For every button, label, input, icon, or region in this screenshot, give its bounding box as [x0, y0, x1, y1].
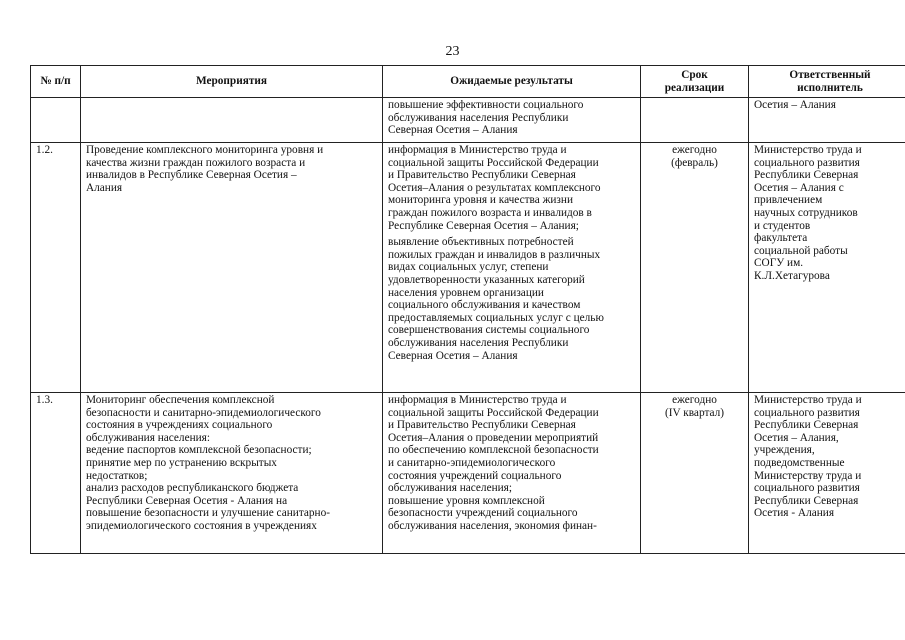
cell-line: обслуживания населения, экономия финан-: [388, 519, 597, 532]
header-term-line: реализации: [664, 81, 725, 94]
cell-line: мониторинга уровня и качества жизни: [388, 194, 573, 207]
cell-line: обслуживания населения:: [86, 431, 211, 444]
header-num: № п/п: [31, 66, 81, 98]
cell-num: 1.2.: [31, 143, 81, 393]
cell-line: пожилых граждан и инвалидов в различных: [388, 248, 601, 261]
table-row: [31, 98, 905, 143]
cell-executor: [749, 393, 905, 554]
cell-line: социальной работы: [754, 244, 848, 257]
cell-term: [641, 98, 749, 143]
cell-executor: [749, 98, 905, 143]
cell-line: состояния в учреждениях социального: [86, 419, 273, 432]
cell-line: научных сотрудников: [754, 206, 858, 219]
cell-activity: [81, 98, 383, 143]
cell-line: качества жизни граждан пожилого возраста и: [86, 156, 306, 169]
cell-line: и Правительство Республики Северная: [388, 419, 576, 432]
header-executor-line: исполнитель: [797, 81, 863, 94]
cell-line: Северная Осетия – Алания: [388, 124, 518, 137]
cell-line: социальной защиты Российской Федерации: [388, 156, 599, 169]
cell-line: К.Л.Хетагурова: [754, 269, 830, 282]
cell-line: учреждения,: [754, 444, 815, 457]
cell-line: видах социальных услуг, степени: [388, 261, 549, 274]
result-paragraph: [388, 394, 635, 533]
cell-line: повышение эффективности социального: [388, 99, 584, 111]
cell-line: привлечением: [754, 194, 823, 207]
result-paragraph: [388, 99, 635, 137]
cell-line: и Правительство Республики Северная: [388, 169, 576, 182]
cell-executor: [749, 143, 905, 393]
cell-line: Республики Северная Осетия - Алания на: [86, 494, 288, 507]
cell-line: информация в Министерство труда и: [388, 394, 567, 406]
cell-line: обслуживания населения;: [388, 482, 513, 495]
cell-line: анализ расходов республиканского бюджета: [86, 482, 299, 495]
cell-line: выявление объективных потребностей: [388, 236, 574, 249]
header-activity: Мероприятия: [81, 66, 383, 98]
cell-line: повышение уровня комплексной: [388, 494, 545, 507]
cell-line: Осетия–Алания о проведении мероприятий: [388, 431, 599, 444]
cell-line: принятие мер по устранению вскрытых: [86, 456, 277, 469]
cell-term: [641, 143, 749, 393]
cell-line: социального развития: [754, 156, 860, 169]
cell-results: [383, 143, 641, 393]
cell-line: по обеспечению комплексной безопасности: [388, 444, 599, 457]
header-term-line: Срок: [681, 68, 708, 81]
cell-line: Осетия – Алания с: [754, 181, 844, 194]
cell-line: социального обслуживания и качеством: [388, 299, 581, 312]
cell-line: эпидемиологического состояния в учреждениях: [86, 519, 317, 532]
cell-line: совершенствования системы социального: [388, 324, 590, 337]
cell-line: предоставляемых социальных услуг с целью: [388, 311, 604, 324]
cell-line: ежегодно: [672, 394, 717, 406]
cell-line: Министерству труда и: [754, 469, 862, 482]
cell-line: граждан пожилого возраста и инвалидов в: [388, 206, 592, 219]
cell-line: подведомственные: [754, 456, 845, 469]
header-executor-line: Ответственный: [789, 68, 871, 81]
cell-line: Республики Северная: [754, 419, 859, 432]
header-results: Ожидаемые результаты: [383, 66, 641, 98]
table-row: [31, 143, 905, 393]
cell-line: Осетия – Алания,: [754, 431, 839, 444]
cell-line: Республики Северная: [754, 169, 859, 182]
cell-line: повышение безопасности и улучшение санитарно-: [86, 507, 331, 520]
header-term: [641, 66, 749, 98]
result-paragraph: [388, 144, 635, 232]
cell-line: Алания: [86, 181, 123, 194]
cell-line: Осетия - Алания: [754, 507, 835, 520]
cell-line: Осетия – Алания: [754, 99, 836, 111]
cell-line: Республики Северная: [754, 494, 859, 507]
cell-line: Северная Осетия – Алания: [388, 349, 518, 362]
header-executor: [749, 66, 905, 98]
table-header-row: [31, 66, 905, 98]
cell-line: социального развития: [754, 482, 860, 495]
cell-line: безопасности и санитарно-эпидемиологического: [86, 406, 321, 419]
cell-line: социального развития: [754, 406, 860, 419]
cell-results: [383, 98, 641, 143]
cell-line: Проведение комплексного мониторинга уровня и: [86, 144, 324, 156]
cell-line: факультета: [754, 232, 808, 245]
cell-line: информация в Министерство труда и: [388, 144, 567, 156]
cell-line: Мониторинг обеспечения комплексной: [86, 394, 275, 406]
cell-activity: [81, 143, 383, 393]
cell-line: обслуживания населения Республики: [388, 336, 569, 349]
cell-num: 1.3.: [31, 393, 81, 554]
cell-line: безопасности учреждений социального: [388, 507, 578, 520]
cell-line: состояния учреждений социального: [388, 469, 562, 482]
result-paragraph: [388, 236, 635, 362]
cell-line: (февраль): [671, 156, 718, 169]
cell-line: Министерство труда и: [754, 394, 862, 406]
cell-line: Республике Северная Осетия – Алания;: [388, 219, 579, 232]
cell-line: (IV квартал): [664, 406, 725, 419]
cell-line: населения уровнем организации: [388, 286, 544, 299]
cell-line: удовлетворенности указанных категорий: [388, 273, 585, 286]
cell-line: и санитарно-эпидемиологического: [388, 456, 556, 469]
cell-line: Министерство труда и: [754, 144, 862, 156]
cell-results: [383, 393, 641, 554]
cell-activity: [81, 393, 383, 554]
cell-line: инвалидов в Республике Северная Осетия –: [86, 169, 297, 182]
cell-line: СОГУ им.: [754, 257, 804, 270]
cell-num: [31, 98, 81, 143]
measures-table: [30, 65, 905, 554]
table-row: [31, 393, 905, 554]
cell-line: Осетия–Алания о результатах комплексного: [388, 181, 601, 194]
page-number: 23: [445, 44, 460, 59]
cell-line: ежегодно: [672, 144, 717, 156]
cell-line: социальной защиты Российской Федерации: [388, 406, 599, 419]
cell-line: и студентов: [754, 219, 811, 232]
cell-line: недостатков;: [86, 469, 148, 482]
cell-line: обслуживания населения Республики: [388, 111, 569, 124]
cell-line: ведение паспортов комплексной безопасности;: [86, 444, 312, 457]
cell-term: [641, 393, 749, 554]
